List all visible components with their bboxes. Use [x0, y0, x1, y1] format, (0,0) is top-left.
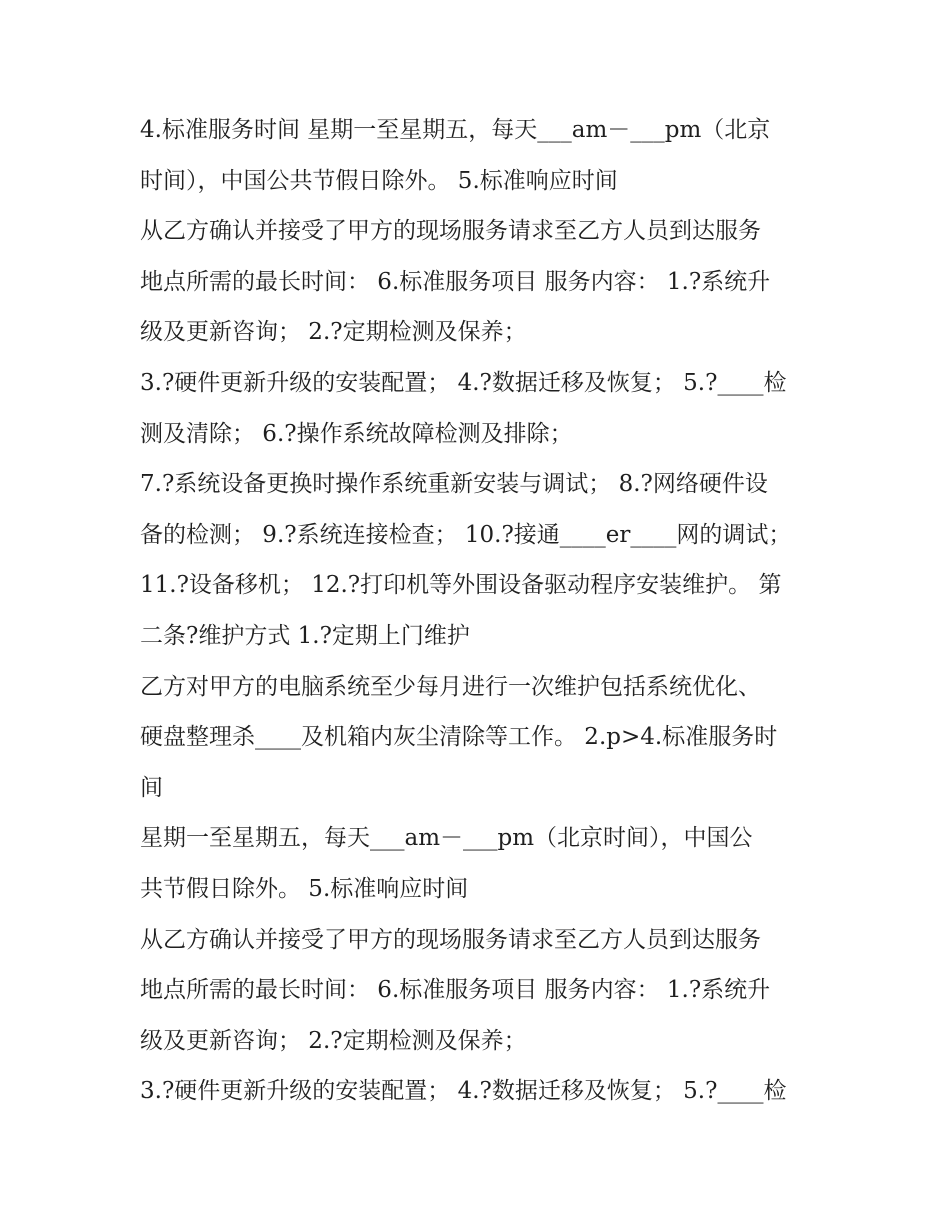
text-line: 级及更新咨询； 2.?定期检测及保养； — [140, 319, 527, 346]
text-line: 7.?系统设备更换时操作系统重新安装与调试； 8.?网络硬件设 — [140, 471, 768, 498]
text-line: 共节假日除外。 5.标准响应时间 — [140, 875, 469, 902]
text-line: 从乙方确认并接受了甲方的现场服务请求至乙方人员到达服务 — [140, 926, 761, 953]
text-line: 测及清除； 6.?操作系统故障检测及排除； — [140, 420, 573, 447]
text-line: 乙方对甲方的电脑系统至少每月进行一次维护包括系统优化、 — [140, 673, 761, 700]
text-line: 3.?硬件更新升级的安装配置； 4.?数据迁移及恢复； 5.?____检 — [140, 1078, 787, 1105]
text-line: 时间），中国公共节假日除外。 5.标准响应时间 — [140, 167, 618, 194]
text-line: 备的检测； 9.?系统连接检查； 10.?接通____er____网的调试； — [140, 521, 792, 548]
text-line: 地点所需的最长时间： 6.标准服务项目 服务内容： 1.?系统升 — [140, 268, 771, 295]
text-line: 3.?硬件更新升级的安装配置； 4.?数据迁移及恢复； 5.?____检 — [140, 369, 787, 396]
text-line: 4.标准服务时间 星期一至星期五，每天___am－___pm（北京 — [140, 117, 771, 143]
document-body — [140, 105, 820, 1117]
text-line: 地点所需的最长时间： 6.标准服务项目 服务内容： 1.?系统升 — [140, 977, 771, 1004]
text-line: 11.?设备移机； 12.?打印机等外围设备驱动程序安装维护。 第 — [140, 572, 782, 599]
text-line: 从乙方确认并接受了甲方的现场服务请求至乙方人员到达服务 — [140, 218, 761, 245]
text-line: 二条?维护方式 1.?定期上门维护 — [140, 622, 470, 649]
text-line: 间 — [140, 774, 163, 801]
text-line: 星期一至星期五，每天___am－___pm（北京时间），中国公 — [140, 825, 753, 852]
text-line: 硬盘整理杀____及机箱内灰尘清除等工作。 2.p>4.标准服务时 — [140, 724, 778, 751]
text-line: 级及更新咨询； 2.?定期检测及保养； — [140, 1027, 527, 1054]
